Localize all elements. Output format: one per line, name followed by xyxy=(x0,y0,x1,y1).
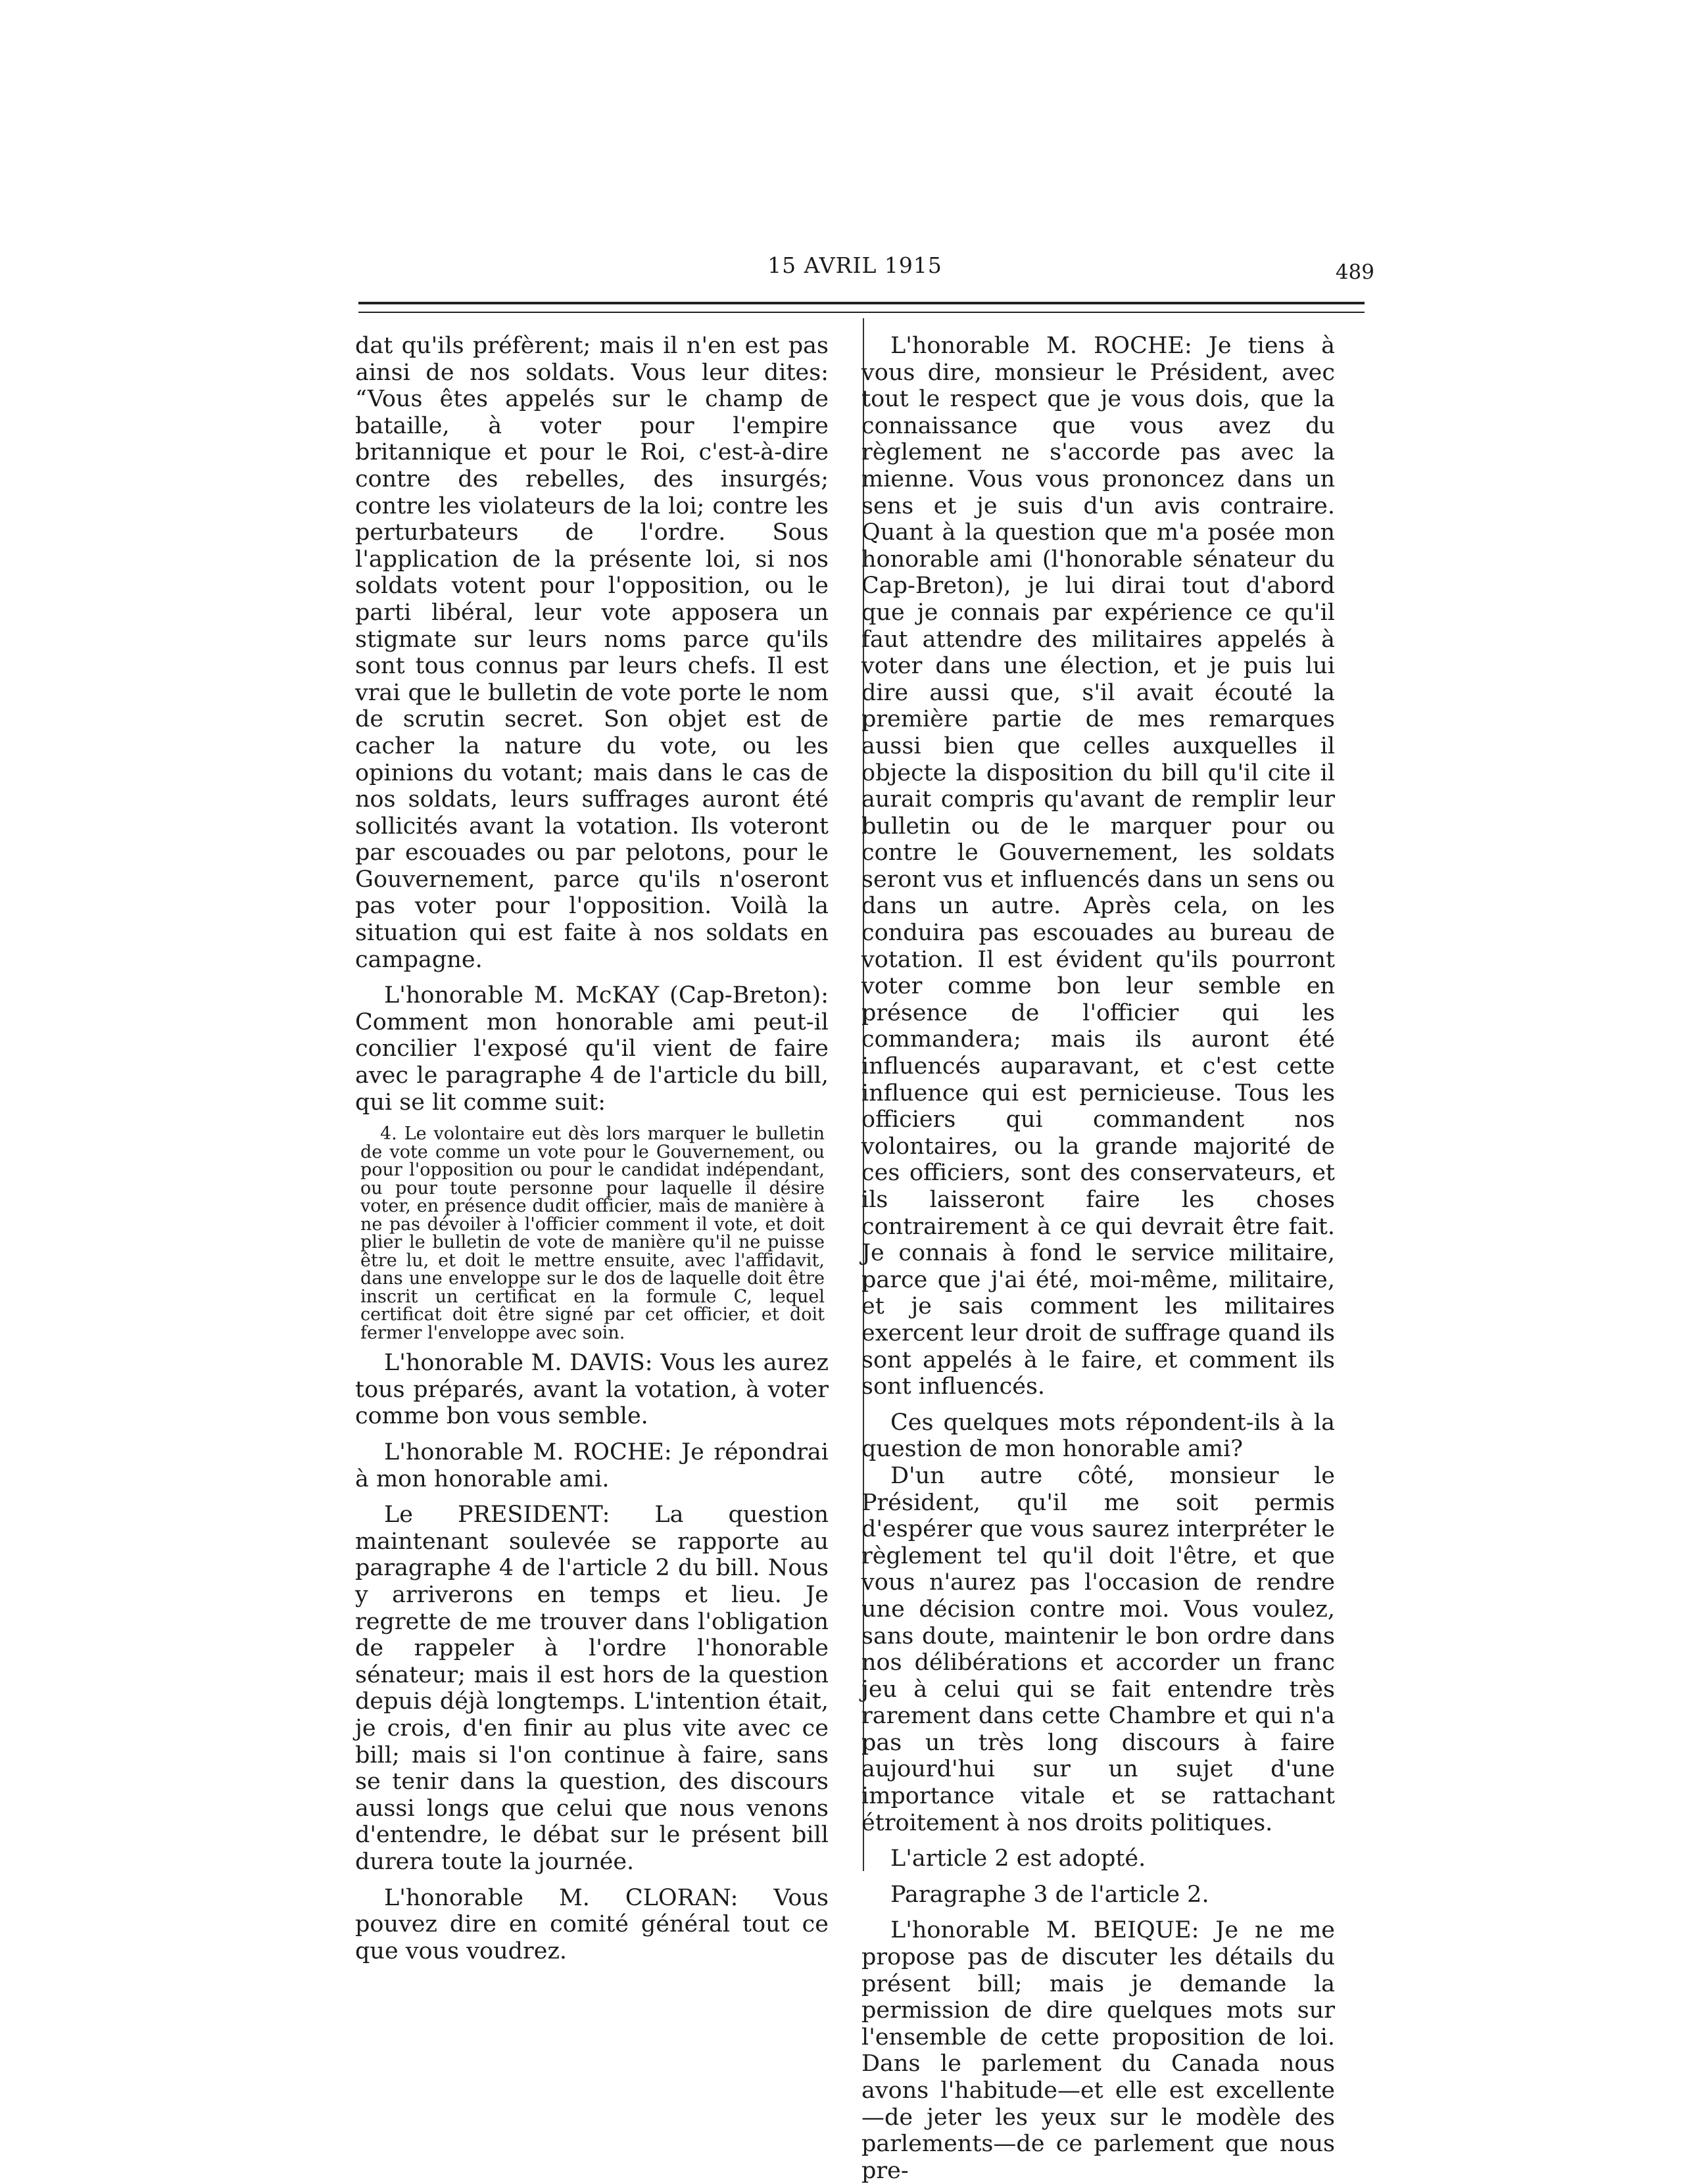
paragraph: D'un autre côté, monsieur le Président, qu'il me soit permis d'espérer que vous saurez interpréter le règlement tel qu'il doit l'être, et que vous n'aurez pas l'occasion de rendre une décision contre moi. Vous voulez, sans doute, maintenir le bon ordre dans nos délibérations et accorder un franc jeu à celui qui se fait entendre très rarement dans cette Chambre et qui n'a pas un très long discours à faire aujourd'hui sur un sujet d'une importance vitale et se rattachant étroitement à nos droits politiques. xyxy=(861,1462,1335,1836)
paragraph-speech-davis: L'honorable M. DAVIS: Vous les aurez tous préparés, avant la votation, à voter comme bon vous semble. xyxy=(355,1350,829,1430)
page-header-date: 15 AVRIL 1915 xyxy=(767,252,942,278)
header-rule-thick xyxy=(358,302,1365,304)
left-column xyxy=(355,333,829,1964)
header-rule-thin xyxy=(358,312,1365,313)
paragraph-speech-roche: L'honorable M. ROCHE: Je tiens à vous dire, monsieur le Président, avec tout le respect que je vous dois, que la connaissance que vous avez du règlement ne s'accorde pas avec la mienne. Vous vous prononcez dans un sens et je suis d'un avis contraire. Quant à la question que m'a posée mon honorable ami (l'honorable sénateur du Cap-Breton), je lui dirai tout d'abord que je connais par expérience ce qu'il faut attendre des militaires appelés à voter dans une élection, et je puis lui dire aussi que, s'il avait écouté la première partie de mes remarques aussi bien que celles auxquelles il objecte la disposition du bill qu'il cite il aurait compris qu'avant de remplir leur bulletin ou de le marquer pour ou contre le Gouvernement, les soldats seront vus et influencés dans un sens ou dans un autre. Après cela, on les conduira pas escouades au bureau de votation. Il est évident qu'ils pourront voter comme bon leur semble en présence de l'officier qui les commandera; mais ils auront été influencés auparavant, et c'est cette influence qui est pernicieuse. Tous les officiers qui commandent nos volontaires, ou la grande majorité de ces officiers, sont des conservateurs, et ils laisseront faire les choses contrairement à ce qui devrait être fait. Je connais à fond le service militaire, parce que j'ai été, moi-même, militaire, et je sais comment les militaires exercent leur droit de suffrage quand ils sont appelés à le faire, et comment ils sont influencés. xyxy=(861,333,1335,1400)
paragraph-speech-beique: L'honorable M. BEIQUE: Je ne me propose pas de discuter les détails du présent bill; mais je demande la permission de dire quelques mots sur l'ensemble de cette proposition de loi. Dans le parlement du Canada nous avons l'habitude—et elle est excellente—de jeter les yeux sur le modèle des parlements—de ce parlement que nous pre- xyxy=(861,1917,1335,2184)
paragraph: Ces quelques mots répondent-ils à la question de mon honorable ami? xyxy=(861,1409,1335,1463)
paragraph-speech-president: Le PRESIDENT: La question maintenant soulevée se rapporte au paragraphe 4 de l'article 2 du bill. Nous y arriverons en temps et lieu. Je regrette de me trouver dans l'obligation de rappeler à l'ordre l'honorable sénateur; mais il est hors de la question depuis déjà longtemps. L'intention était, je crois, d'en finir au plus vite avec ce bill; mais si l'on continue à faire, sans se tenir dans la question, des discours aussi longs que celui que nous venons d'entendre, le débat sur le présent bill durera toute la journée. xyxy=(355,1502,829,1875)
paragraph-speech-cloran: L'honorable M. CLORAN: Vous pouvez dire en comité général tout ce que vous voudrez. xyxy=(355,1884,829,1964)
paragraph-speech-roche: L'honorable M. ROCHE: Je répondrai à mon honorable ami. xyxy=(355,1439,829,1492)
right-column xyxy=(861,333,1335,2184)
paragraph-section-heading: Paragraphe 3 de l'article 2. xyxy=(890,1881,1209,1908)
page-number: 489 xyxy=(1335,260,1374,284)
paragraph: dat qu'ils préfèrent; mais il n'en est pas ainsi de nos soldats. Vous leur dites: “Vous êtes appelés sur le champ de bataille, à voter pour l'empire britannique et pour le Roi, c'est-à-dire contre des rebelles, des insurgés; contre les violateurs de la loi; contre les perturbateurs de l'ordre. Sous l'application de la présente loi, si nos soldats votent pour l'opposition, ou le parti libéral, leur vote apposera un stigmate sur leurs noms parce qu'ils sont tous connus par leurs chefs. Il est vrai que le bulletin de vote porte le nom de scrutin secret. Son objet est de cacher la nature du vote, ou les opinions du votant; mais dans le cas de nos soldats, leurs suffrages auront été sollicités avant la votation. Ils voteront par escouades ou par pelotons, pour le Gouvernement, parce qu'ils n'oseront pas voter pour l'opposition. Voilà la situation qui est faite à nos soldats en campagne. xyxy=(355,333,829,973)
quoted-bill-paragraph: 4. Le volontaire eut dès lors marquer le bulletin de vote comme un vote pour le Gouvernement, ou pour l'opposition ou pour le candidat indépendant, ou pour toute personne pour laquelle il désire voter, en présence dudit officier, mais de manière à ne pas dévoiler à l'officier comment il vote, et doit plier le bulletin de vote de manière qu'il ne puisse être lu, et doit le mettre ensuite, avec l'affidavit, dans une enveloppe sur le dos de laquelle doit être inscrit un certificat en la formule C, lequel certificat doit être signé par cet officier, et doit fermer l'enveloppe avec soin. xyxy=(360,1124,825,1343)
paragraph-motion-adopted: L'article 2 est adopté. xyxy=(890,1845,1146,1872)
paragraph-speech-mckay: L'honorable M. McKAY (Cap-Breton): Comment mon honorable ami peut-il concilier l'exposé qu'il vient de faire avec le paragraphe 4 de l'article du bill, qui se lit comme suit: xyxy=(355,982,829,1116)
